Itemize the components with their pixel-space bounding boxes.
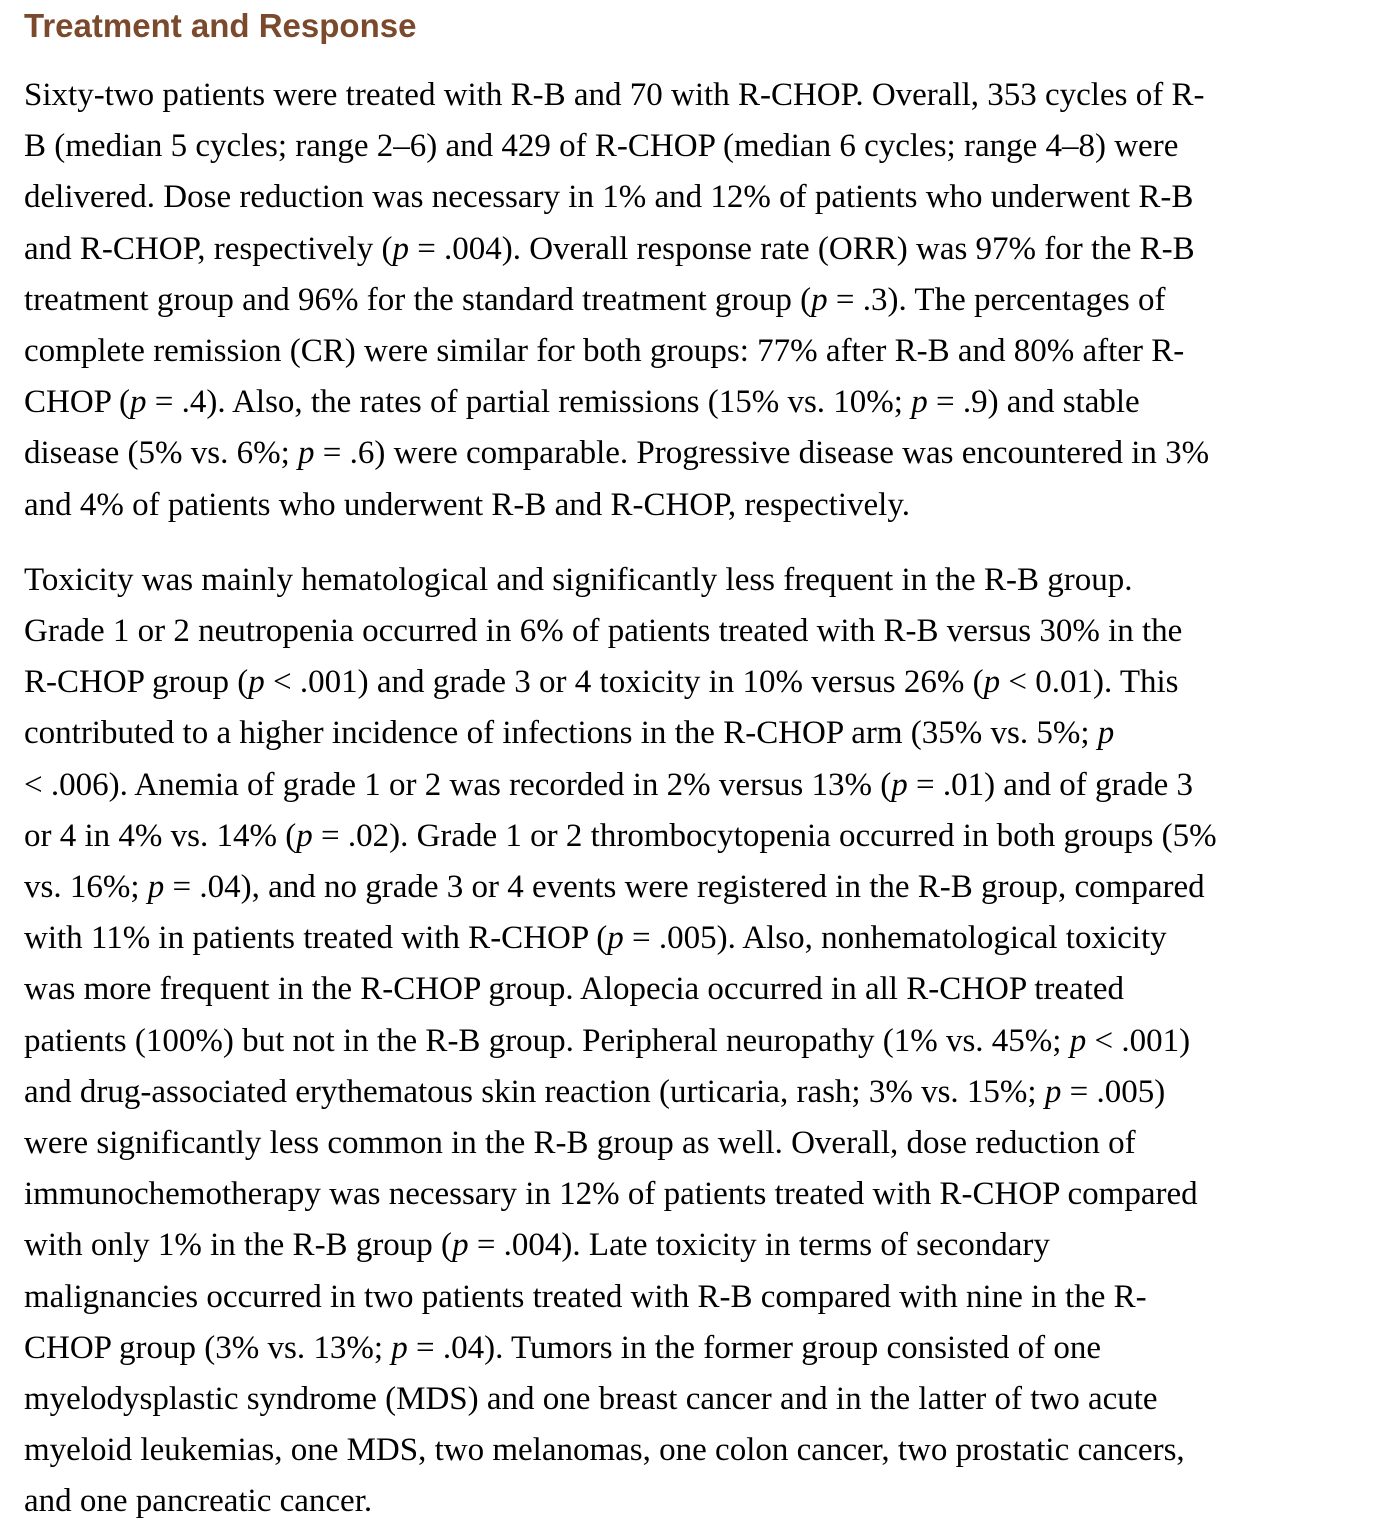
text-line: and drug-associated erythematous skin reaction (urticaria, rash; 3% vs. 15%; p = .005) bbox=[24, 1073, 1166, 1110]
paragraph-treatment-response bbox=[24, 70, 1364, 531]
text-line: contributed to a higher incidence of infections in the R-CHOP arm (35% vs. 5%; p bbox=[24, 715, 1115, 752]
text-line: or 4 in 4% vs. 14% (p = .02). Grade 1 or 2 thrombocytopenia occurred in both groups (5% bbox=[24, 817, 1217, 854]
text-line: complete remission (CR) were similar for both groups: 77% after R-B and 80% after R- bbox=[24, 333, 1185, 370]
text-line: and 4% of patients who underwent R-B and R-CHOP, respectively. bbox=[24, 486, 910, 523]
section-heading: Treatment and Response bbox=[24, 7, 417, 44]
paragraph-toxicity bbox=[24, 555, 1364, 1528]
text-line: CHOP (p = .4). Also, the rates of partial remissions (15% vs. 10%; p = .9) and stable bbox=[24, 384, 1140, 421]
text-line: myeloid leukemias, one MDS, two melanomas, one colon cancer, two prostatic cancers, bbox=[24, 1432, 1185, 1469]
text-line: patients (100%) but not in the R-B group. Peripheral neuropathy (1% vs. 45%; p < .001) bbox=[24, 1022, 1191, 1059]
text-line: delivered. Dose reduction was necessary in 1% and 12% of patients who underwent R-B bbox=[24, 179, 1194, 216]
text-line: < .006). Anemia of grade 1 or 2 was recorded in 2% versus 13% (p = .01) and of grade 3 bbox=[24, 766, 1193, 803]
text-line: vs. 16%; p = .04), and no grade 3 or 4 events were registered in the R-B group, compared bbox=[24, 869, 1205, 906]
text-line: CHOP group (3% vs. 13%; p = .04). Tumors in the former group consisted of one bbox=[24, 1329, 1101, 1366]
text-line: disease (5% vs. 6%; p = .6) were comparable. Progressive disease was encountered in 3% bbox=[24, 435, 1210, 472]
article-section bbox=[24, 0, 1364, 1528]
text-line: was more frequent in the R-CHOP group. Alopecia occurred in all R-CHOP treated bbox=[24, 971, 1125, 1008]
text-line: myelodysplastic syndrome (MDS) and one breast cancer and in the latter of two acute bbox=[24, 1381, 1158, 1418]
text-line: R-CHOP group (p < .001) and grade 3 or 4 toxicity in 10% versus 26% (p < 0.01). This bbox=[24, 664, 1179, 701]
text-line: were significantly less common in the R-B group as well. Overall, dose reduction of bbox=[24, 1125, 1136, 1162]
text-line: Grade 1 or 2 neutropenia occurred in 6% of patients treated with R-B versus 30% in the bbox=[24, 613, 1183, 650]
text-line: Toxicity was mainly hematological and significantly less frequent in the R-B group. bbox=[24, 561, 1133, 598]
text-line: treatment group and 96% for the standard treatment group (p = .3). The percentages of bbox=[24, 281, 1166, 318]
text-line: with only 1% in the R-B group (p = .004). Late toxicity in terms of secondary bbox=[24, 1227, 1050, 1264]
text-line: immunochemotherapy was necessary in 12% of patients treated with R-CHOP compared bbox=[24, 1176, 1198, 1213]
text-line: malignancies occurred in two patients treated with R-B compared with nine in the R- bbox=[24, 1278, 1147, 1315]
text-line: B (median 5 cycles; range 2–6) and 429 of R-CHOP (median 6 cycles; range 4–8) were bbox=[24, 128, 1179, 165]
text-line: and one pancreatic cancer. bbox=[24, 1483, 373, 1520]
text-line: Sixty-two patients were treated with R-B and 70 with R-CHOP. Overall, 353 cycles of R- bbox=[24, 77, 1205, 113]
text-line: and R-CHOP, respectively (p = .004). Overall response rate (ORR) was 97% for the R-B bbox=[24, 230, 1195, 267]
text-line: with 11% in patients treated with R-CHOP (p = .005). Also, nonhematological toxicity bbox=[24, 920, 1167, 957]
